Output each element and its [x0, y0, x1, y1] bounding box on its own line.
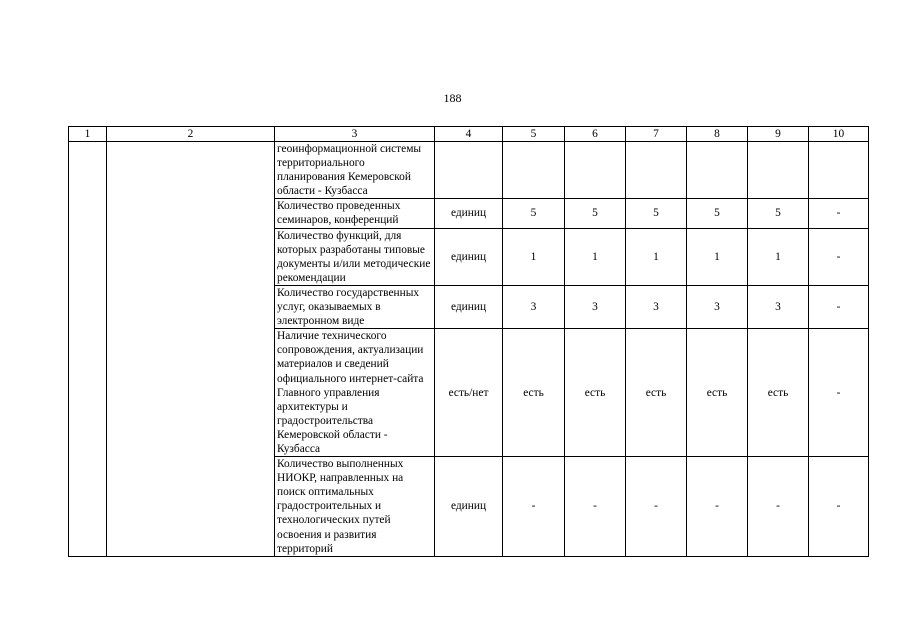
value-cell: 1 — [503, 228, 565, 285]
column-number: 9 — [748, 127, 809, 142]
table-row — [69, 142, 869, 199]
value-cell: 5 — [565, 199, 626, 228]
value-cell: есть — [626, 329, 687, 457]
column-number: 8 — [687, 127, 748, 142]
column-number-row — [69, 127, 869, 142]
unit-cell — [435, 142, 503, 199]
value-cell: - — [809, 199, 869, 228]
unit-cell: единиц — [435, 457, 503, 557]
value-cell: 3 — [503, 285, 565, 328]
column-number: 7 — [626, 127, 687, 142]
column-number: 5 — [503, 127, 565, 142]
indicators-table — [68, 126, 869, 557]
value-cell — [503, 142, 565, 199]
value-cell: 3 — [687, 285, 748, 328]
value-cell: 3 — [748, 285, 809, 328]
indicator-name: геоинформационной системы территориального планирования Кемеровской области - Кузбасса — [275, 142, 435, 199]
column-number: 4 — [435, 127, 503, 142]
value-cell — [687, 142, 748, 199]
value-cell: 1 — [687, 228, 748, 285]
indicator-name: Количество государственных услуг, оказываемых в электронном виде — [275, 285, 435, 328]
unit-cell: единиц — [435, 199, 503, 228]
value-cell: есть — [565, 329, 626, 457]
column-number: 2 — [107, 127, 275, 142]
unit-cell: единиц — [435, 228, 503, 285]
value-cell: - — [809, 457, 869, 557]
value-cell: 5 — [503, 199, 565, 228]
value-cell: 5 — [626, 199, 687, 228]
indicator-name: Наличие технического сопровождения, актуализации материалов и сведений официального интернет-сайта Главного управления архитектуры и градостроительства Кемеровской области - Кузбасса — [275, 329, 435, 457]
indicator-name: Количество выполненных НИОКР, направленных на поиск оптимальных градостроительных и технологических путей освоения и развития территорий — [275, 457, 435, 557]
value-cell: 1 — [565, 228, 626, 285]
column-number: 6 — [565, 127, 626, 142]
value-cell: - — [809, 285, 869, 328]
column-number: 10 — [809, 127, 869, 142]
value-cell: 1 — [748, 228, 809, 285]
value-cell — [748, 142, 809, 199]
value-cell: - — [809, 228, 869, 285]
value-cell — [565, 142, 626, 199]
indicator-name: Количество проведенных семинаров, конференций — [275, 199, 435, 228]
page-number: 188 — [443, 91, 462, 105]
value-cell: есть — [687, 329, 748, 457]
value-cell: 1 — [626, 228, 687, 285]
value-cell: 5 — [687, 199, 748, 228]
unit-cell: единиц — [435, 285, 503, 328]
value-cell: 5 — [748, 199, 809, 228]
indicator-name: Количество функций, для которых разработаны типовые документы и/или методические рекомендации — [275, 228, 435, 285]
program-cell — [107, 142, 275, 557]
value-cell: - — [748, 457, 809, 557]
value-cell: - — [687, 457, 748, 557]
value-cell: - — [809, 329, 869, 457]
unit-cell: есть/нет — [435, 329, 503, 457]
value-cell: - — [626, 457, 687, 557]
value-cell: 3 — [626, 285, 687, 328]
column-number: 1 — [69, 127, 107, 142]
value-cell: есть — [503, 329, 565, 457]
value-cell: - — [565, 457, 626, 557]
column-number: 3 — [275, 127, 435, 142]
row-index-cell — [69, 142, 107, 557]
value-cell — [809, 142, 869, 199]
value-cell: - — [503, 457, 565, 557]
value-cell: есть — [748, 329, 809, 457]
value-cell: 3 — [565, 285, 626, 328]
value-cell — [626, 142, 687, 199]
